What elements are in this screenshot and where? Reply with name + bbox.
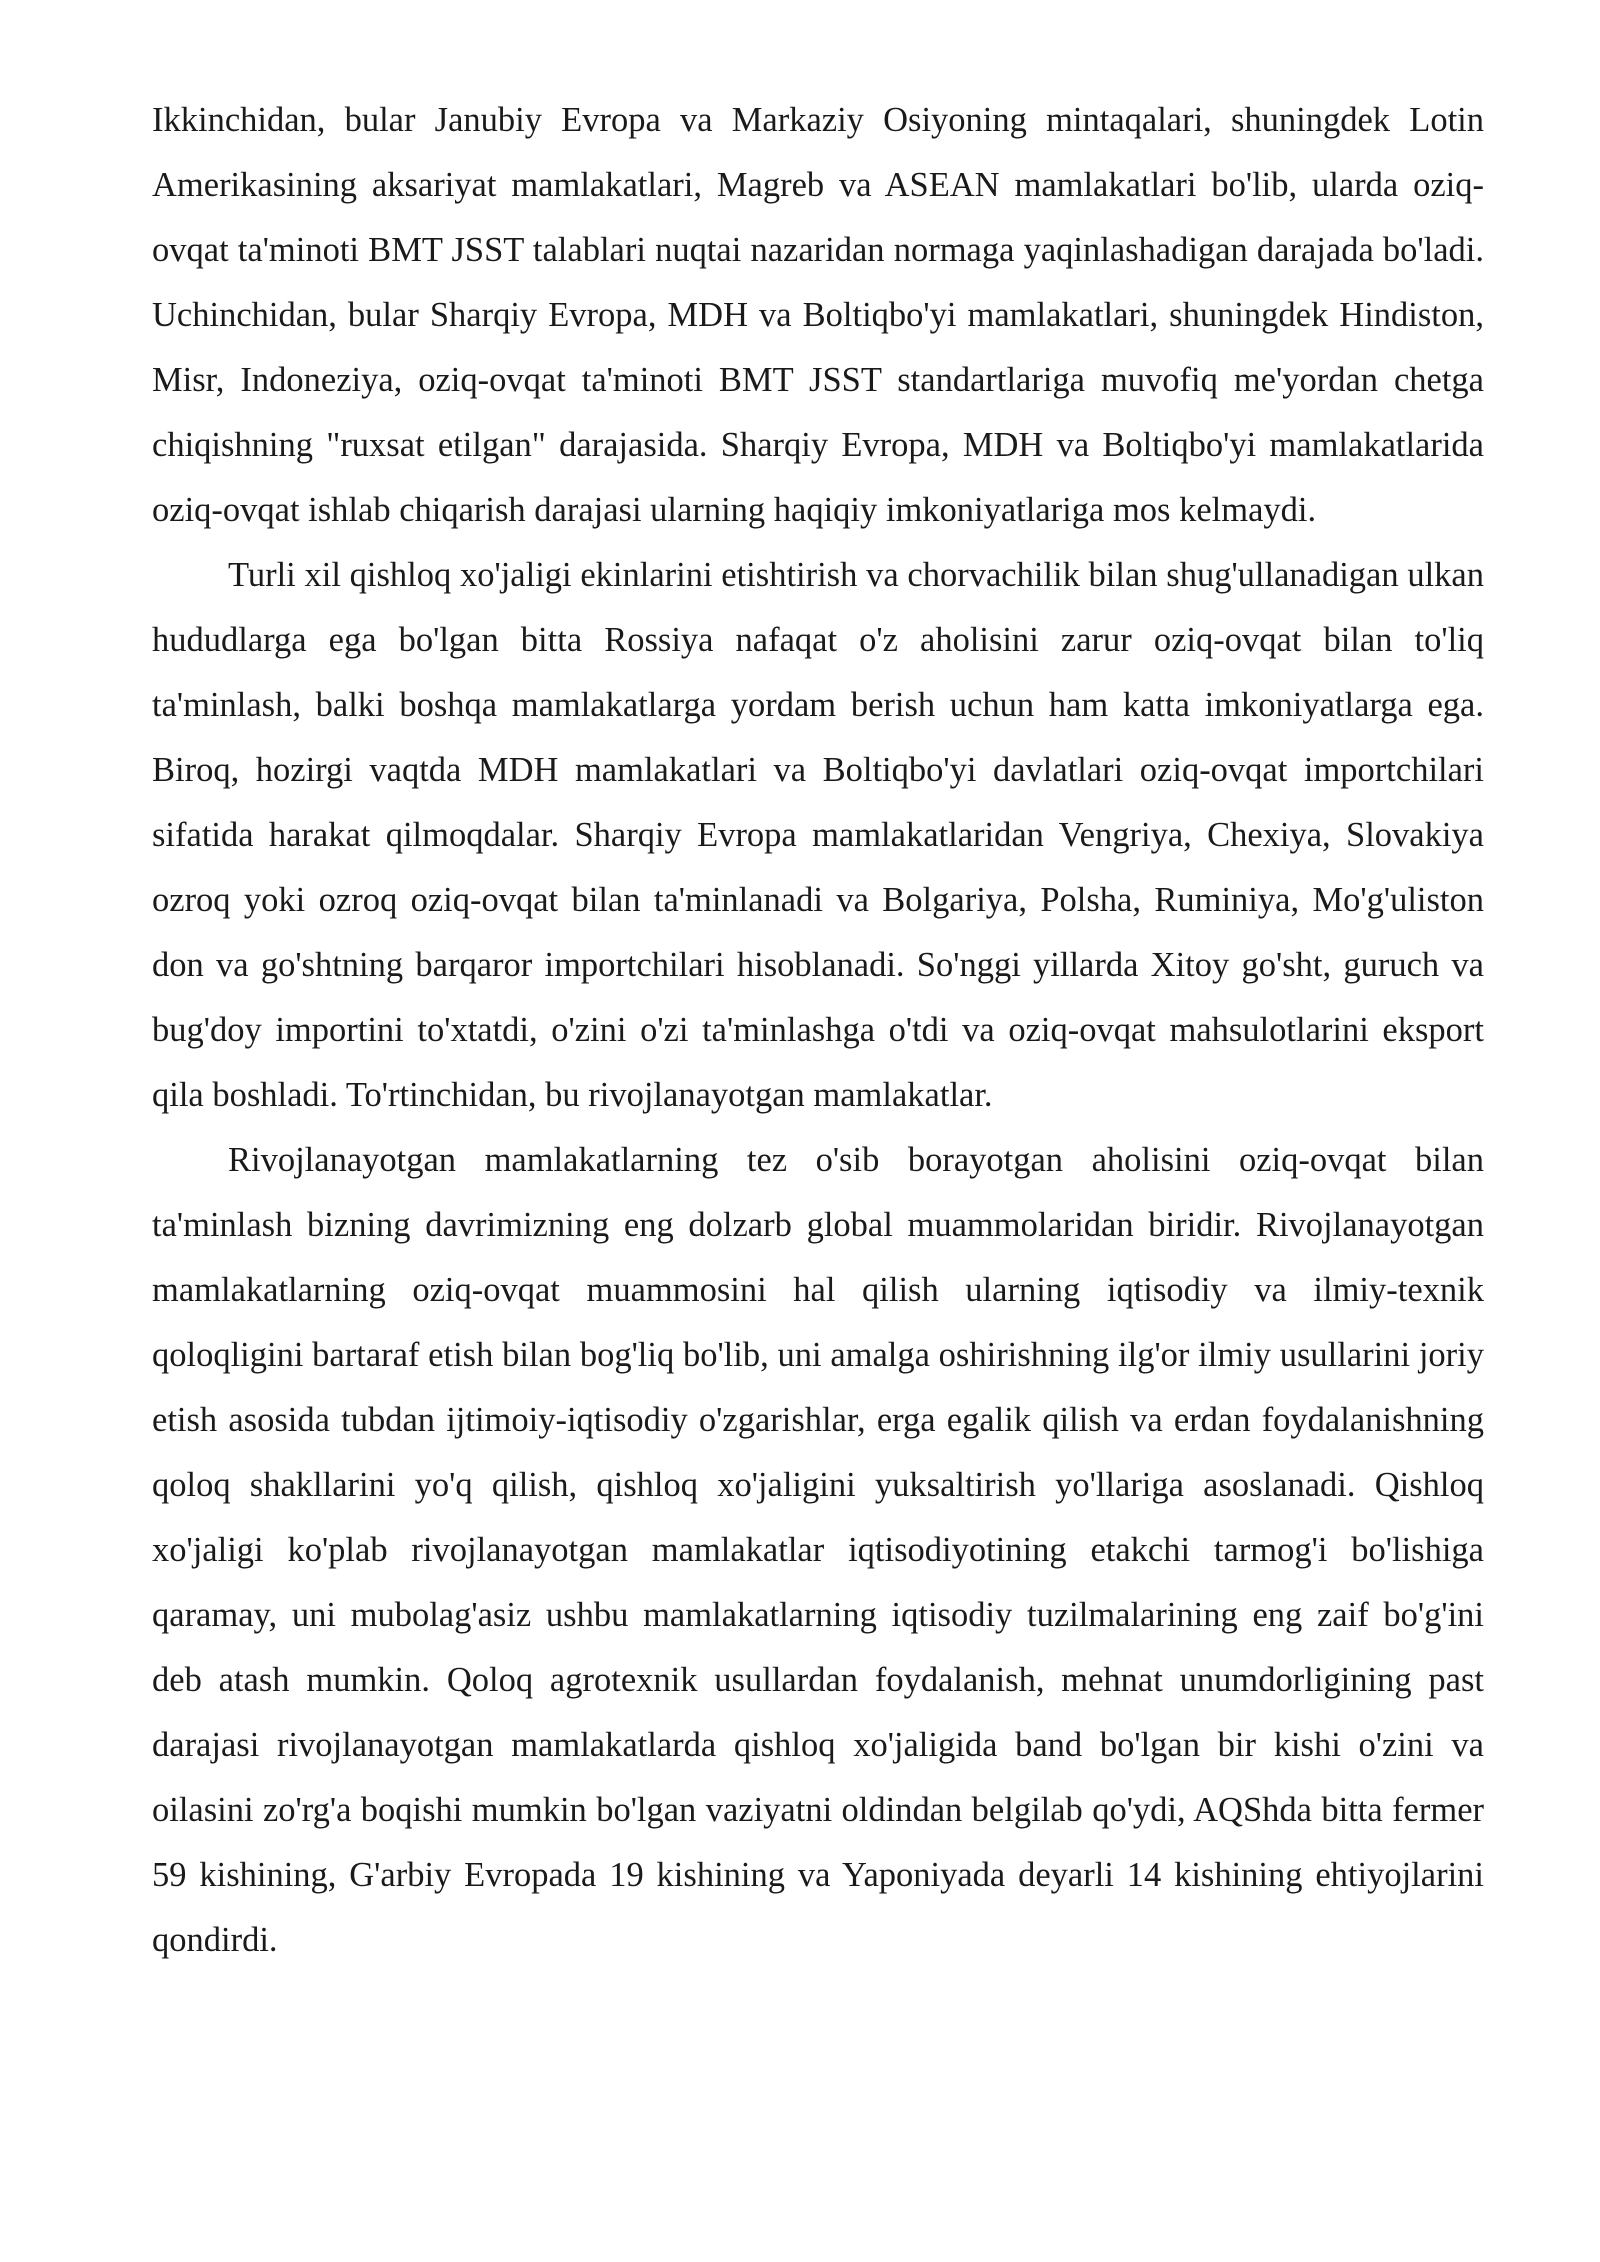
paragraph-1: Ikkinchidan, bular Janubiy Evropa va Markaziy Osiyoning mintaqalari, shuningdek Lotin Amerikasining aksariyat mamlakatlari, Magreb va ASEAN mamlakatlari bo'lib, ularda oziq-ovqat ta'minoti BMT JSST talablari nuqtai nazaridan normaga yaqinlashadigan darajada bo'ladi. Uchinchidan, bular Sharqiy Evropa, MDH va Boltiqbo'yi mamlakatlari, shuningdek Hindiston, Misr, Indoneziya, oziq-ovqat ta'minoti BMT JSST standartlariga muvofiq me'yordan chetga chiqishning "ruxsat etilgan" darajasida. Sharqiy Evropa, MDH va Boltiqbo'yi mamlakatlarida oziq-ovqat ishlab chiqarish darajasi ularning haqiqiy imkoniyatlariga mos kelmaydi. (152, 101, 1484, 529)
paragraph-2: Turli xil qishloq xo'jaligi ekinlarini etishtirish va chorvachilik bilan shug'ullanadigan ulkan hududlarga ega bo'lgan bitta Rossiya nafaqat o'z aholisini zarur oziq-ovqat bilan to'liq ta'minlash, balki boshqa mamlakatlarga yordam berish uchun ham katta imkoniyatlarga ega. Biroq, hozirgi vaqtda MDH mamlakatlari va Boltiqbo'yi davlatlari oziq-ovqat importchilari sifatida harakat qilmoqdalar. Sharqiy Evropa mamlakatlaridan Vengriya, Chexiya, Slovakiya ozroq yoki ozroq oziq-ovqat bilan ta'minlanadi va Bolgariya, Polsha, Ruminiya, Mo'g'uliston don va go'shtning barqaror importchilari hisoblanadi. So'nggi yillarda Xitoy go'sht, guruch va bug'doy importini to'xtatdi, o'zini o'zi ta'minlashga o'tdi va oziq-ovqat mahsulotlarini eksport qila boshladi. To'rtinchidan, bu rivojlanayotgan mamlakatlar. (152, 556, 1484, 1114)
paragraph-3: Rivojlanayotgan mamlakatlarning tez o'sib borayotgan aholisini oziq-ovqat bilan ta'minlash bizning davrimizning eng dolzarb global muammolaridan biridir. Rivojlanayotgan mamlakatlarning oziq-ovqat muammosini hal qilish ularning iqtisodiy va ilmiy-texnik qoloqligini bartaraf etish bilan bog'liq bo'lib, uni amalga oshirishning ilg'or ilmiy usullarini joriy etish asosida tubdan ijtimoiy-iqtisodiy o'zgarishlar, erga egalik qilish va erdan foydalanishning qoloq shakllarini yo'q qilish, qishloq xo'jaligini yuksaltirish yo'llariga asoslanadi. Qishloq xo'jaligi ko'plab rivojlanayotgan mamlakatlar iqtisodiyotining etakchi tarmog'i bo'lishiga qaramay, uni mubolag'asiz ushbu mamlakatlarning iqtisodiy tuzilmalarining eng zaif bo'g'ini deb atash mumkin. Qoloq agrotexnik usullardan foydalanish, mehnat unumdorligining past darajasi rivojlanayotgan mamlakatlarda qishloq xo'jaligida band bo'lgan bir kishi o'zini va oilasini zo'rg'a boqishi mumkin bo'lgan vaziyatni oldindan belgilab qo'ydi, AQShda bitta fermer 59 kishining, G'arbiy Evropada 19 kishining va Yaponiyada deyarli 14 kishining ehtiyojlarini qondirdi. (152, 1141, 1484, 1959)
document-page (152, 88, 1484, 1973)
